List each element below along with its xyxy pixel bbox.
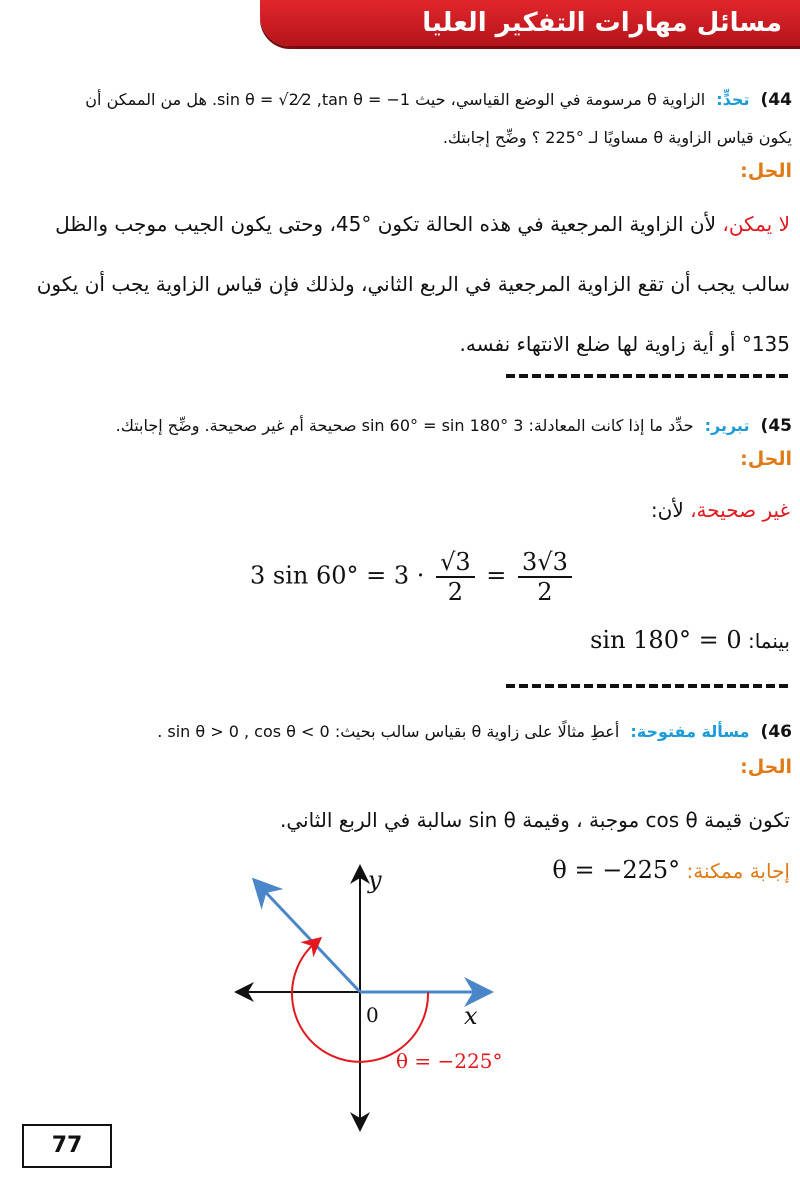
- solution-label: الحل:: [740, 448, 792, 470]
- possible-math: θ = −225°: [552, 856, 681, 884]
- question-tag: مسألة مفتوحة:: [630, 722, 750, 741]
- fraction-denominator: 2: [537, 578, 553, 606]
- answer-44-line2: سالب يجب أن تقع الزاوية المرجعية في الربع الثاني، ولذلك فإن قياس الزاوية يجب أن يكون: [36, 272, 790, 296]
- solution-label: الحل:: [740, 756, 792, 778]
- section-banner: [260, 0, 800, 46]
- question-text: الزاوية θ مرسومة في الوضع القياسي، حيث sin θ = √2⁄2 ,tan θ = −1. هل من الممكن أن: [85, 90, 706, 109]
- question-text: حدِّد ما إذا كانت المعادلة: 3 sin 60° = sin 180° صحيحة أم غير صحيحة. وضِّح إجابتك.: [115, 416, 694, 435]
- answer-verdict: غير صحيحة،: [690, 498, 790, 522]
- dashed-separator: [506, 374, 792, 378]
- question-number: 46): [760, 722, 792, 742]
- fraction-denominator: 2: [447, 578, 463, 606]
- fraction-numerator: √3: [436, 548, 475, 578]
- equation-45: [250, 548, 670, 618]
- angle-graph: [220, 858, 520, 1138]
- question-tag: تبرير:: [704, 416, 750, 435]
- while-label: بينما:: [747, 629, 790, 653]
- question-44: [0, 84, 792, 116]
- answer-45: [14, 488, 790, 532]
- fraction-2: [518, 548, 572, 606]
- possible-label: إجابة ممكنة:: [686, 859, 790, 883]
- section-title: مسائل مهارات التفكير العليا: [422, 8, 782, 38]
- dashed-separator: [506, 684, 792, 688]
- terminal-side: [256, 882, 360, 992]
- equals-sign: =: [486, 561, 507, 590]
- while-math: sin 180° = 0: [590, 626, 742, 654]
- question-46: [0, 716, 792, 748]
- answer-44-line3: °135 أو أية زاوية لها ضلع الانتهاء نفسه.: [459, 332, 790, 356]
- question-number: 45): [760, 416, 792, 436]
- question-number: 44): [760, 90, 792, 110]
- question-45: [0, 410, 792, 442]
- question-44-line2: يكون قياس الزاوية θ مساويًا لـ °225 ؟ وضِّح إجابتك.: [442, 128, 792, 147]
- angle-label: θ = −225°: [396, 1049, 503, 1073]
- origin-label: 0: [366, 1003, 379, 1027]
- x-axis-label: x: [464, 1002, 478, 1030]
- page-number: 77: [22, 1124, 112, 1168]
- answer-44-line1: [14, 202, 790, 246]
- question-text: أعطِ مثالًا على زاوية θ بقياس سالب بحيث: sin θ > 0 , cos θ < 0 .: [157, 722, 620, 741]
- answer-text: لأن:: [650, 498, 691, 522]
- answer-46-explain: تكون قيمة cos θ موجبة ، وقيمة sin θ سالبة في الربع الثاني.: [280, 808, 790, 832]
- question-tag: تحدٍّ:: [716, 90, 750, 109]
- fraction-1: [436, 548, 475, 606]
- while-line: [14, 618, 790, 663]
- fraction-numerator: 3√3: [518, 548, 572, 578]
- solution-label: الحل:: [740, 160, 792, 182]
- answer-verdict: لا يمكن،: [722, 212, 790, 236]
- answer-text: لأن الزاوية المرجعية في هذه الحالة تكون °45، وحتى يكون الجيب موجب والظل: [55, 212, 723, 236]
- equation-left: 3 sin 60° = 3 ·: [250, 561, 425, 590]
- y-axis-label: y: [368, 866, 382, 894]
